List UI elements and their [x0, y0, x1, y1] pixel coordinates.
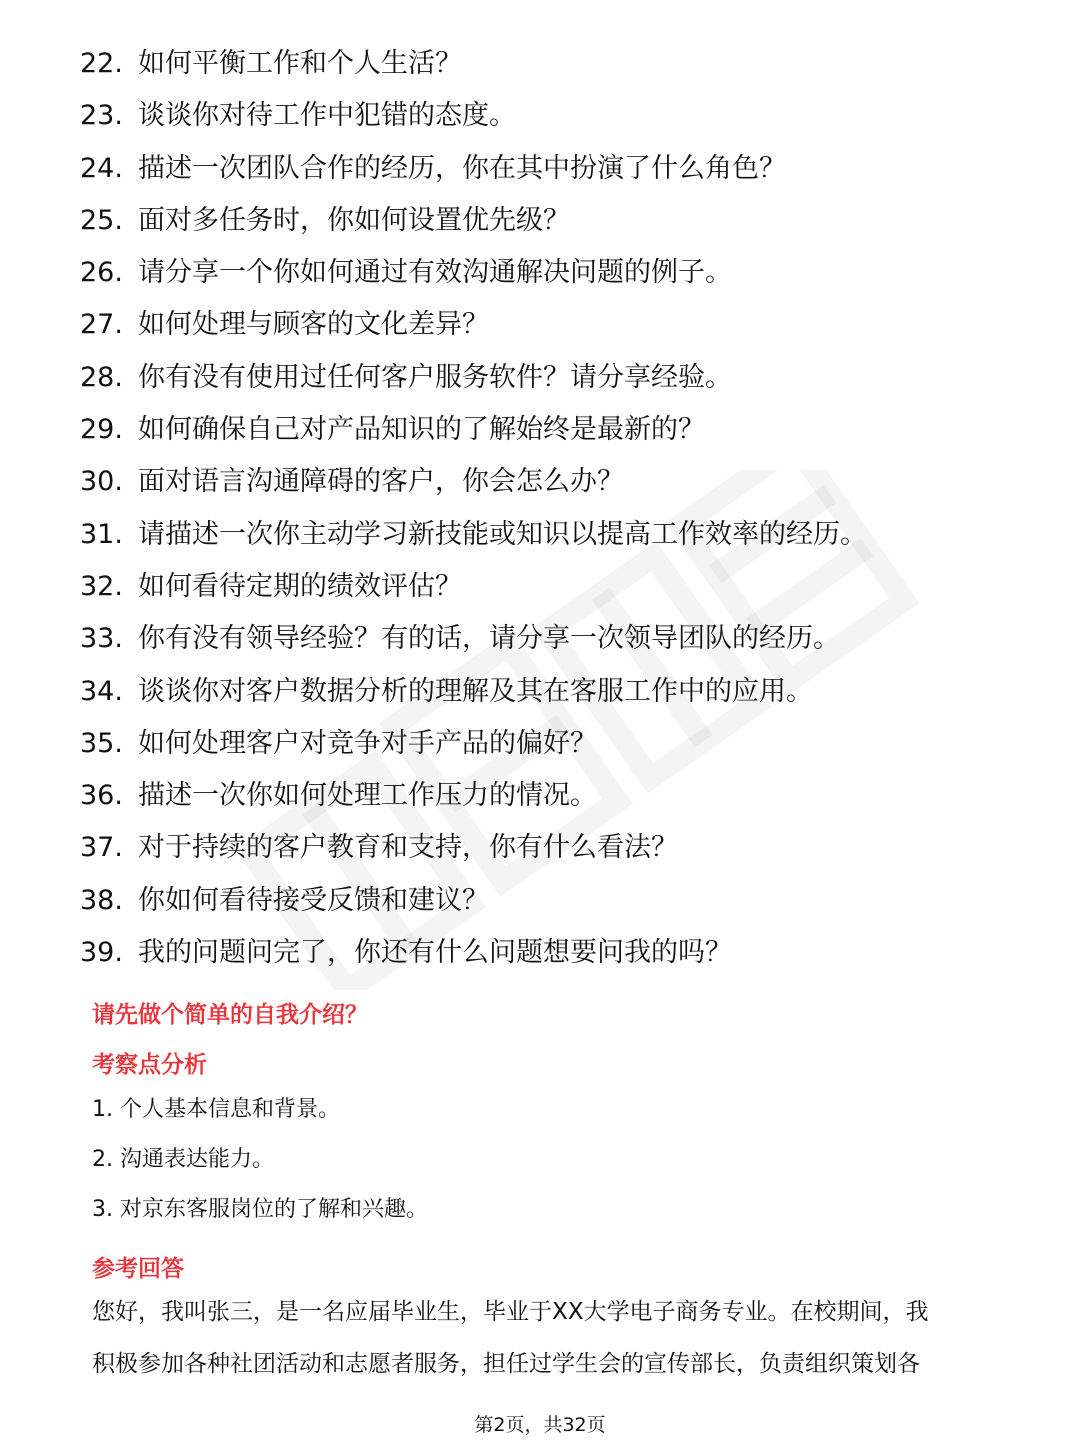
question-text: 如何处理与顾客的文化差异？ [138, 309, 489, 341]
question-item [80, 404, 1040, 456]
question-item [80, 875, 1040, 927]
answer-body [92, 1296, 992, 1380]
answer-line: 您好，我叫张三，是一名应届毕业生，毕业于XX大学电子商务专业。在校期间，我 [92, 1299, 929, 1325]
question-number: 30. [80, 466, 123, 498]
question-text: 面对多任务时，你如何设置优先级？ [138, 204, 570, 236]
question-text: 你如何看待接受反馈和建议？ [138, 884, 489, 916]
question-item [80, 770, 1040, 822]
question-heading-block [92, 999, 992, 1031]
question-text: 面对语言沟通障碍的客户，你会怎么办？ [138, 466, 624, 498]
answer-line: 积极参加各种社团活动和志愿者服务，担任过学生会的宣传部长，负责组织策划各 [92, 1351, 920, 1377]
question-item [80, 718, 1040, 770]
question-item [80, 247, 1040, 299]
question-text: 你有没有领导经验？有的话，请分享一次领导团队的经历。 [138, 623, 840, 655]
question-item [80, 509, 1040, 561]
question-item [80, 666, 1040, 718]
question-number: 33. [80, 623, 123, 655]
question-item [80, 561, 1040, 613]
question-number: 29. [80, 414, 123, 446]
question-item [80, 456, 1040, 508]
question-text: 如何看待定期的绩效评估？ [138, 570, 462, 602]
analysis-point: 1. 个人基本信息和背景。 [92, 1097, 340, 1122]
question-number: 31. [80, 518, 123, 550]
page-footer: 第2页，共32页 [474, 1414, 606, 1436]
question-number: 25. [80, 204, 123, 236]
question-text: 你有没有使用过任何客户服务软件？请分享经验。 [138, 361, 732, 393]
question-item [80, 927, 1040, 979]
question-text: 请描述一次你主动学习新技能或知识以提高工作效率的经历。 [138, 518, 867, 550]
question-item [80, 143, 1040, 195]
question-text: 谈谈你对待工作中犯错的态度。 [138, 100, 516, 132]
question-text: 如何确保自己对产品知识的了解始终是最新的？ [138, 414, 705, 446]
question-text: 对于持续的客户教育和支持，你有什么看法？ [138, 832, 678, 864]
question-text: 我的问题问完了，你还有什么问题想要问我的吗？ [138, 937, 732, 969]
question-number: 39. [80, 937, 123, 969]
question-number: 34. [80, 675, 123, 707]
analysis-heading: 考察点分析 [92, 1052, 207, 1078]
answer-heading-block [92, 1253, 992, 1285]
question-text: 描述一次你如何处理工作压力的情况。 [138, 780, 597, 812]
question-item [80, 90, 1040, 142]
question-text: 请分享一个你如何通过有效沟通解决问题的例子。 [138, 257, 732, 289]
question-item [80, 38, 1040, 90]
question-text: 如何平衡工作和个人生活？ [138, 48, 462, 79]
question-number: 26. [80, 257, 123, 289]
question-number: 35. [80, 727, 123, 759]
question-number: 36. [80, 780, 123, 812]
question-heading: 请先做个简单的自我介绍？ [92, 1002, 368, 1028]
analysis-point: 2. 沟通表达能力。 [92, 1147, 274, 1172]
answer-heading: 参考回答 [92, 1256, 184, 1282]
question-number: 23. [80, 100, 123, 132]
question-number: 24. [80, 152, 123, 184]
question-item [80, 613, 1040, 665]
analysis-heading-block [92, 1049, 992, 1081]
question-number: 38. [80, 884, 123, 916]
question-text: 谈谈你对客户数据分析的理解及其在客服工作中的应用。 [138, 675, 813, 707]
question-text: 描述一次团队合作的经历，你在其中扮演了什么角色？ [138, 152, 786, 184]
question-item [80, 299, 1040, 351]
question-number: 22. [80, 48, 123, 79]
question-number: 32. [80, 570, 123, 602]
analysis-points [92, 1094, 992, 1226]
question-number: 37. [80, 832, 123, 864]
question-number: 28. [80, 361, 123, 393]
analysis-point: 3. 对京东客服岗位的了解和兴趣。 [92, 1197, 428, 1222]
question-item [80, 822, 1040, 874]
question-item [80, 352, 1040, 404]
question-item [80, 195, 1040, 247]
question-list [80, 38, 1040, 979]
question-text: 如何处理客户对竞争对手产品的偏好？ [138, 727, 597, 759]
question-number: 27. [80, 309, 123, 341]
